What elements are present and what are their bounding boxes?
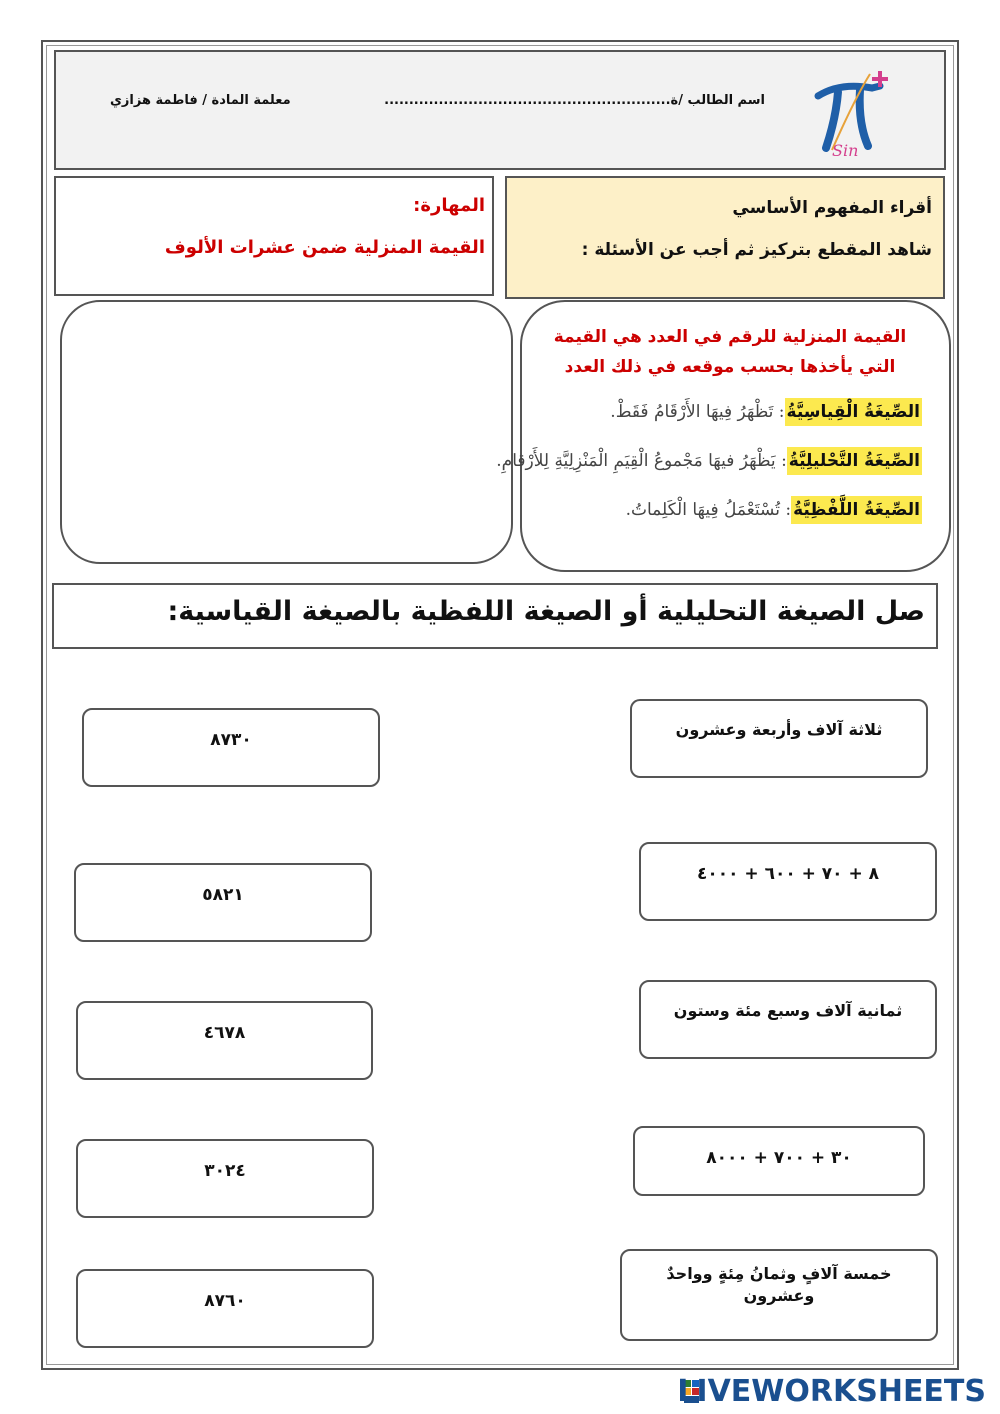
form-value: : تُسْتَعْمَلُ فِيهَا الْكَلِماتُ. <box>625 500 792 520</box>
match-card-4[interactable]: ٣٠ + ٧٠٠ + ٨٠٠٠ <box>633 1126 925 1196</box>
word-form-line <box>626 500 922 520</box>
pi-logo-icon <box>810 68 940 163</box>
match-card-3[interactable]: ثمانية آلاف وسبع مئة وستون <box>639 980 937 1059</box>
match-card-1[interactable]: ثلاثة آلاف وأربعة وعشرون <box>630 699 928 778</box>
read-title: أقراء المفهوم الأساسي <box>732 198 932 218</box>
standard-card-4[interactable]: ٣٠٢٤ <box>76 1139 374 1218</box>
standard-card-5[interactable]: ٨٧٦٠ <box>76 1269 374 1348</box>
skill-title: المهارة: <box>413 195 485 216</box>
match-card-2[interactable]: ٨ + ٧٠ + ٦٠٠ + ٤٠٠٠ <box>639 842 937 921</box>
student-name-field[interactable]: اسم الطالب /ة.......................................................... <box>384 93 765 108</box>
video-area[interactable] <box>60 300 513 564</box>
skill-text: القيمة المنزلية ضمن عشرات الألوف <box>164 237 485 258</box>
read-instructions: شاهد المقطع بتركيز ثم أجب عن الأسئلة : <box>581 240 932 260</box>
read-box <box>505 176 945 299</box>
standard-card-3[interactable]: ٤٦٧٨ <box>76 1001 373 1080</box>
teacher-name: معلمة المادة / فاطمة هزازي <box>110 93 291 108</box>
skill-box <box>54 176 494 296</box>
form-value: : تَظْهَرُ فِيهَا الأَرْقَامُ فَقَطْ. <box>610 402 785 422</box>
form-key: الصِّيغَةُ اللَّفْظِيَّةُ <box>791 496 922 524</box>
standard-card-1[interactable]: ٨٧٣٠ <box>82 708 380 787</box>
standard-form-line <box>610 402 922 422</box>
expanded-form-line <box>496 451 922 471</box>
form-key: الصِّيغَةُ التَّحْليلِيَّةُ <box>787 447 922 475</box>
form-key: الصِّيغَةُ الْقِياسِيَّةُ <box>785 398 922 426</box>
svg-text:Sin: Sin <box>832 141 859 160</box>
form-value: : يَظْهَرُ فيهَا مَجْموعُ الْقِيَمِ الْمَنْزِلِيَّةِ لِلأَرْقامِ. <box>496 451 787 471</box>
match-card-5[interactable]: خمسة آلافٍ وثمانُ مِئةٍ وواحدٌ وعشرون <box>620 1249 938 1341</box>
liveworksheets-brand: LIVEWORKSHEETS <box>677 1374 986 1409</box>
standard-card-2[interactable]: ٥٨٢١ <box>74 863 372 942</box>
concept-definition: القيمة المنزلية للرقم في العدد هي القيمة التي يأخذها بحسب موقعه في ذلك العدد <box>553 327 907 377</box>
instruction-text: صل الصيغة التحليلية أو الصيغة اللفظية بالصيغة القياسية: <box>167 596 925 627</box>
